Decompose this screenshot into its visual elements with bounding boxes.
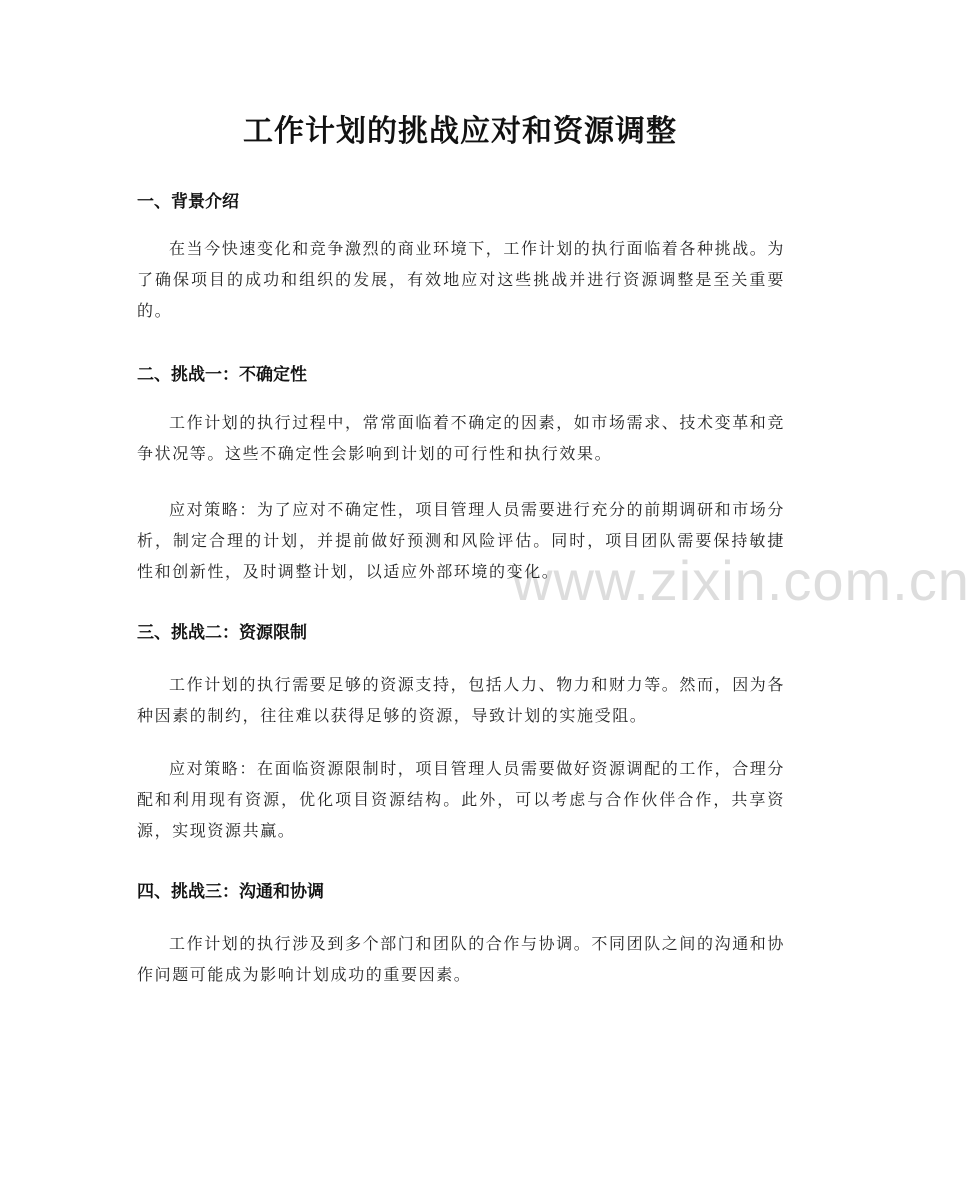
document-title: 工作计划的挑战应对和资源调整 xyxy=(243,114,677,149)
section-heading-uncertainty: 二、挑战一：不确定性 xyxy=(137,365,307,385)
paragraph-communication-description: 工作计划的执行涉及到多个部门和团队的合作与协调。不同团队之间的沟通和协作问题可能成为影响计划成功的重要因素。 xyxy=(137,934,786,984)
section-heading-background: 一、背景介绍 xyxy=(137,192,239,212)
paragraph-uncertainty-description: 工作计划的执行过程中，常常面临着不确定的因素，如市场需求、技术变革和竞争状况等。这些不确定性会影响到计划的可行性和执行效果。 xyxy=(137,413,786,463)
watermark: www.zixin.com.cn xyxy=(512,549,970,612)
paragraph-uncertainty-strategy: 应对策略：为了应对不确定性，项目管理人员需要进行充分的前期调研和市场分析，制定合理的计划，并提前做好预测和风险评估。同时，项目团队需要保持敏捷性和创新性，及时调整计划，以适应外部环境的变化。 xyxy=(137,500,786,581)
section-heading-communication: 四、挑战三：沟通和协调 xyxy=(137,882,324,902)
paragraph-background: 在当今快速变化和竞争激烈的商业环境下，工作计划的执行面临着各种挑战。为了确保项目的成功和组织的发展，有效地应对这些挑战并进行资源调整是至关重要的。 xyxy=(137,239,786,320)
section-heading-resource-limit: 三、挑战二：资源限制 xyxy=(137,623,307,643)
paragraph-resource-limit-strategy: 应对策略：在面临资源限制时，项目管理人员需要做好资源调配的工作，合理分配和利用现有资源，优化项目资源结构。此外，可以考虑与合作伙伴合作，共享资源，实现资源共赢。 xyxy=(137,759,786,840)
paragraph-resource-limit-description: 工作计划的执行需要足够的资源支持，包括人力、物力和财力等。然而，因为各种因素的制约，往往难以获得足够的资源，导致计划的实施受阻。 xyxy=(137,675,786,725)
